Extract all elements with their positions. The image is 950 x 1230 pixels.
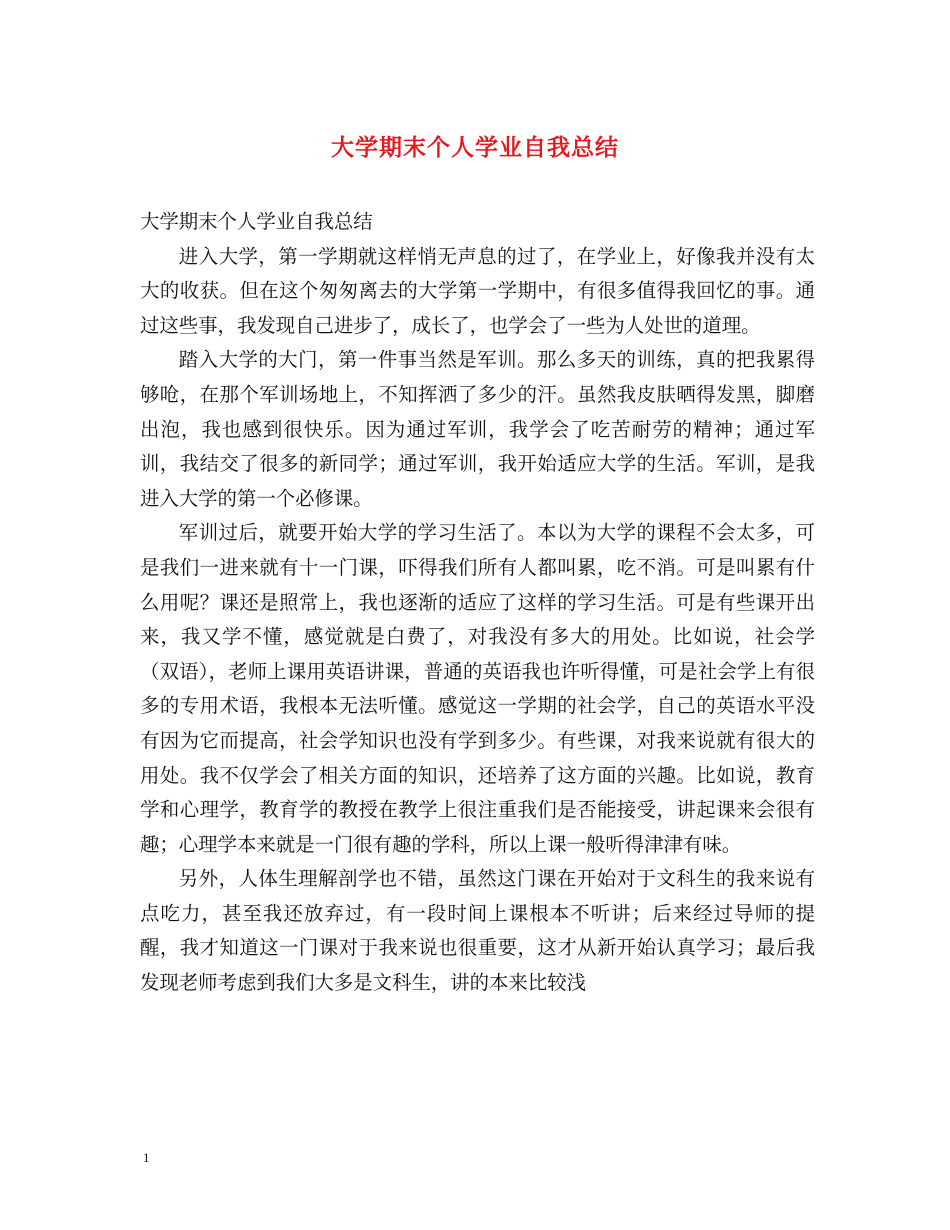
paragraph-4: 另外，人体生理解剖学也不错，虽然这门课在开始对于文科生的我来说有点吃力，甚至我还放弃过，有一段时间上课根本不听讲；后来经过导师的提醒，我才知道这一门课对于我来说也很重要，这才从新开始认真学习；最后我发现老师考虑到我们大多是文科生，讲的本来比较浅 xyxy=(140,867,815,995)
paragraph-1: 进入大学，第一学期就这样悄无声息的过了，在学业上，好像我并没有太大的收获。但在这个匆匆离去的大学第一学期中，有很多值得我回忆的事。通过这些事，我发现自己进步了，成长了，也学会了一些为人处世的道理。 xyxy=(140,244,815,337)
document-title: 大学期末个人学业自我总结 xyxy=(331,134,619,161)
document-body xyxy=(140,205,815,1001)
document-subtitle: 大学期末个人学业自我总结 xyxy=(140,210,373,233)
paragraph-3: 军训过后，就要开始大学的学习生活了。本以为大学的课程不会太多，可是我们一进来就有十一门课，吓得我们所有人都叫累，吃不消。可是叫累有什么用呢？课还是照常上，我也逐渐的适应了这样的学习生活。可是有些课开出来，我又学不懂，感觉就是白费了，对我没有多大的用处。比如说，社会学（双语），老师上课用英语讲课，普通的英语我也许听得懂，可是社会学上有很多的专用术语，我根本无法听懂。感觉这一学期的社会学，自己的英语水平没有因为它而提高，社会学知识也没有学到多少。有些课，对我来说就有很大的用处。我不仅学会了相关方面的知识，还培养了这方面的兴趣。比如说，教育学和心理学，教育学的教授在教学上很注重我们是否能接受，讲起课来会很有趣；心理学本来就是一门很有趣的学科，所以上课一般听得津津有味。 xyxy=(140,521,815,856)
paragraph-2: 踏入大学的大门，第一件事当然是军训。那么多天的训练，真的把我累得够呛，在那个军训场地上，不知挥洒了多少的汗。虽然我皮肤晒得发黑，脚磨出泡，我也感到很快乐。因为通过军训，我学会了吃苦耐劳的精神；通过军训，我结交了很多的新同学；通过军训，我开始适应大学的生活。军训，是我进入大学的第一个必修课。 xyxy=(140,348,815,510)
page-number: 1 xyxy=(143,1150,150,1165)
